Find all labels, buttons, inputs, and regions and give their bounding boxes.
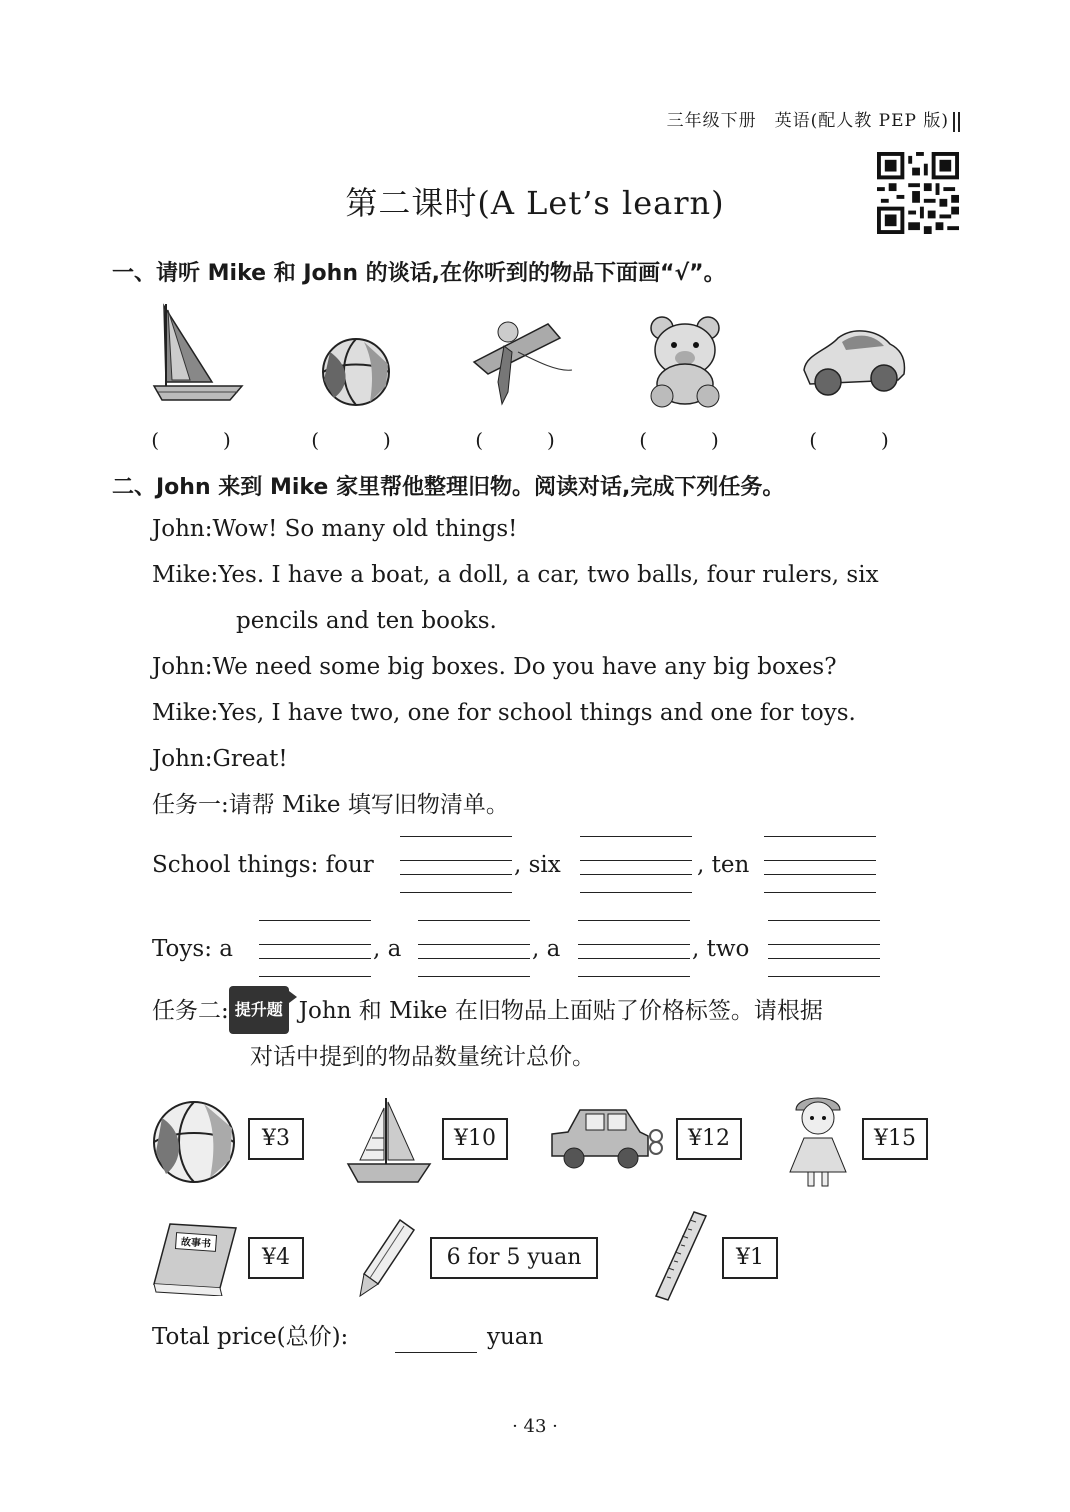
ball-icon — [320, 336, 392, 408]
total-price-unit: yuan — [487, 1324, 544, 1350]
speaker: Mike: — [152, 700, 219, 726]
kite-icon — [468, 312, 576, 408]
price-tag-ruler: ¥1 — [722, 1237, 778, 1279]
dialogue-line — [152, 506, 517, 552]
page-number: · 43 · — [512, 1416, 558, 1437]
school-sep: , six — [514, 852, 561, 878]
task1-label: 任务一:请帮 Mike 填写旧物清单。 — [152, 792, 509, 818]
book-label: 故事书 — [180, 1236, 212, 1251]
line-text: Great! — [212, 746, 288, 772]
speaker: Mike: — [152, 562, 219, 588]
car-icon — [798, 320, 910, 406]
task2-text: John 和 Mike 在旧物品上面贴了价格标签。请根据 — [298, 998, 823, 1024]
line-text: We need some big boxes. Do you have any big boxes? — [212, 654, 837, 680]
toys-sep: , two — [692, 936, 750, 962]
doll-price-icon — [782, 1088, 854, 1194]
total-price-blank[interactable] — [395, 1352, 477, 1353]
storybook-price-icon — [150, 1220, 240, 1296]
price-tag-pencil: 6 for 5 yuan — [430, 1237, 598, 1279]
dialogue-line — [152, 644, 837, 690]
section1-instruction: 一、请听 Mike 和 John 的谈话,在你听到的物品下面画“√”。 — [112, 261, 726, 286]
book-header — [560, 106, 960, 132]
total-price-label: Total price(总价): — [152, 1324, 349, 1350]
price-tag-car: ¥12 — [676, 1118, 742, 1160]
speaker: John: — [152, 516, 213, 542]
price-tag-boat: ¥10 — [442, 1118, 508, 1160]
advanced-badge: 提升题 — [229, 986, 289, 1034]
speaker: John: — [152, 654, 213, 680]
boat-icon — [150, 300, 250, 410]
price-tag-book: ¥4 — [248, 1237, 304, 1279]
task2-line1 — [152, 986, 823, 1034]
answer-paren-boat[interactable]: ( ) — [151, 428, 239, 452]
school-sep: , ten — [697, 852, 750, 878]
line-text: pencils and ten books. — [236, 608, 497, 634]
speaker: John: — [152, 746, 213, 772]
answer-paren-ball[interactable]: ( ) — [311, 428, 399, 452]
price-tag-doll: ¥15 — [862, 1118, 928, 1160]
qr-code-icon — [876, 152, 960, 234]
answer-paren-bear[interactable]: ( ) — [639, 428, 727, 452]
sailboat-price-icon — [344, 1094, 434, 1188]
header-text: 三年级下册 英语(配人教 PEP 版) — [666, 111, 949, 131]
task2-line2: 对话中提到的物品数量统计总价。 — [250, 1044, 595, 1070]
school-things-label: School things: four — [152, 852, 374, 878]
toy-car-price-icon — [548, 1104, 668, 1174]
price-tag-ball: ¥3 — [248, 1118, 304, 1160]
dialogue-line — [152, 690, 856, 736]
toys-label: Toys: a — [152, 936, 233, 962]
line-text: Yes, I have two, one for school things and one for toys. — [218, 700, 856, 726]
ruler-price-icon — [650, 1210, 710, 1302]
task2-label: 任务二: — [152, 998, 229, 1024]
dialogue-line — [152, 736, 288, 782]
pencil-price-icon — [356, 1216, 420, 1300]
teddy-bear-icon — [640, 312, 730, 408]
section2-instruction: 二、John 来到 Mike 家里帮他整理旧物。阅读对话,完成下列任务。 — [112, 475, 785, 500]
dialogue-line — [236, 598, 497, 644]
toys-sep: , a — [373, 936, 402, 962]
ball-price-icon — [150, 1098, 240, 1186]
toys-sep: , a — [532, 936, 561, 962]
header-bar — [953, 112, 960, 132]
lesson-title: 第二课时(A Let’s learn) — [345, 184, 725, 222]
line-text: Wow! So many old things! — [212, 516, 518, 542]
line-text: Yes. I have a boat, a doll, a car, two balls, four rulers, six — [218, 562, 879, 588]
answer-paren-car[interactable]: ( ) — [809, 428, 897, 452]
dialogue-line — [152, 552, 879, 598]
answer-paren-kite[interactable]: ( ) — [475, 428, 563, 452]
